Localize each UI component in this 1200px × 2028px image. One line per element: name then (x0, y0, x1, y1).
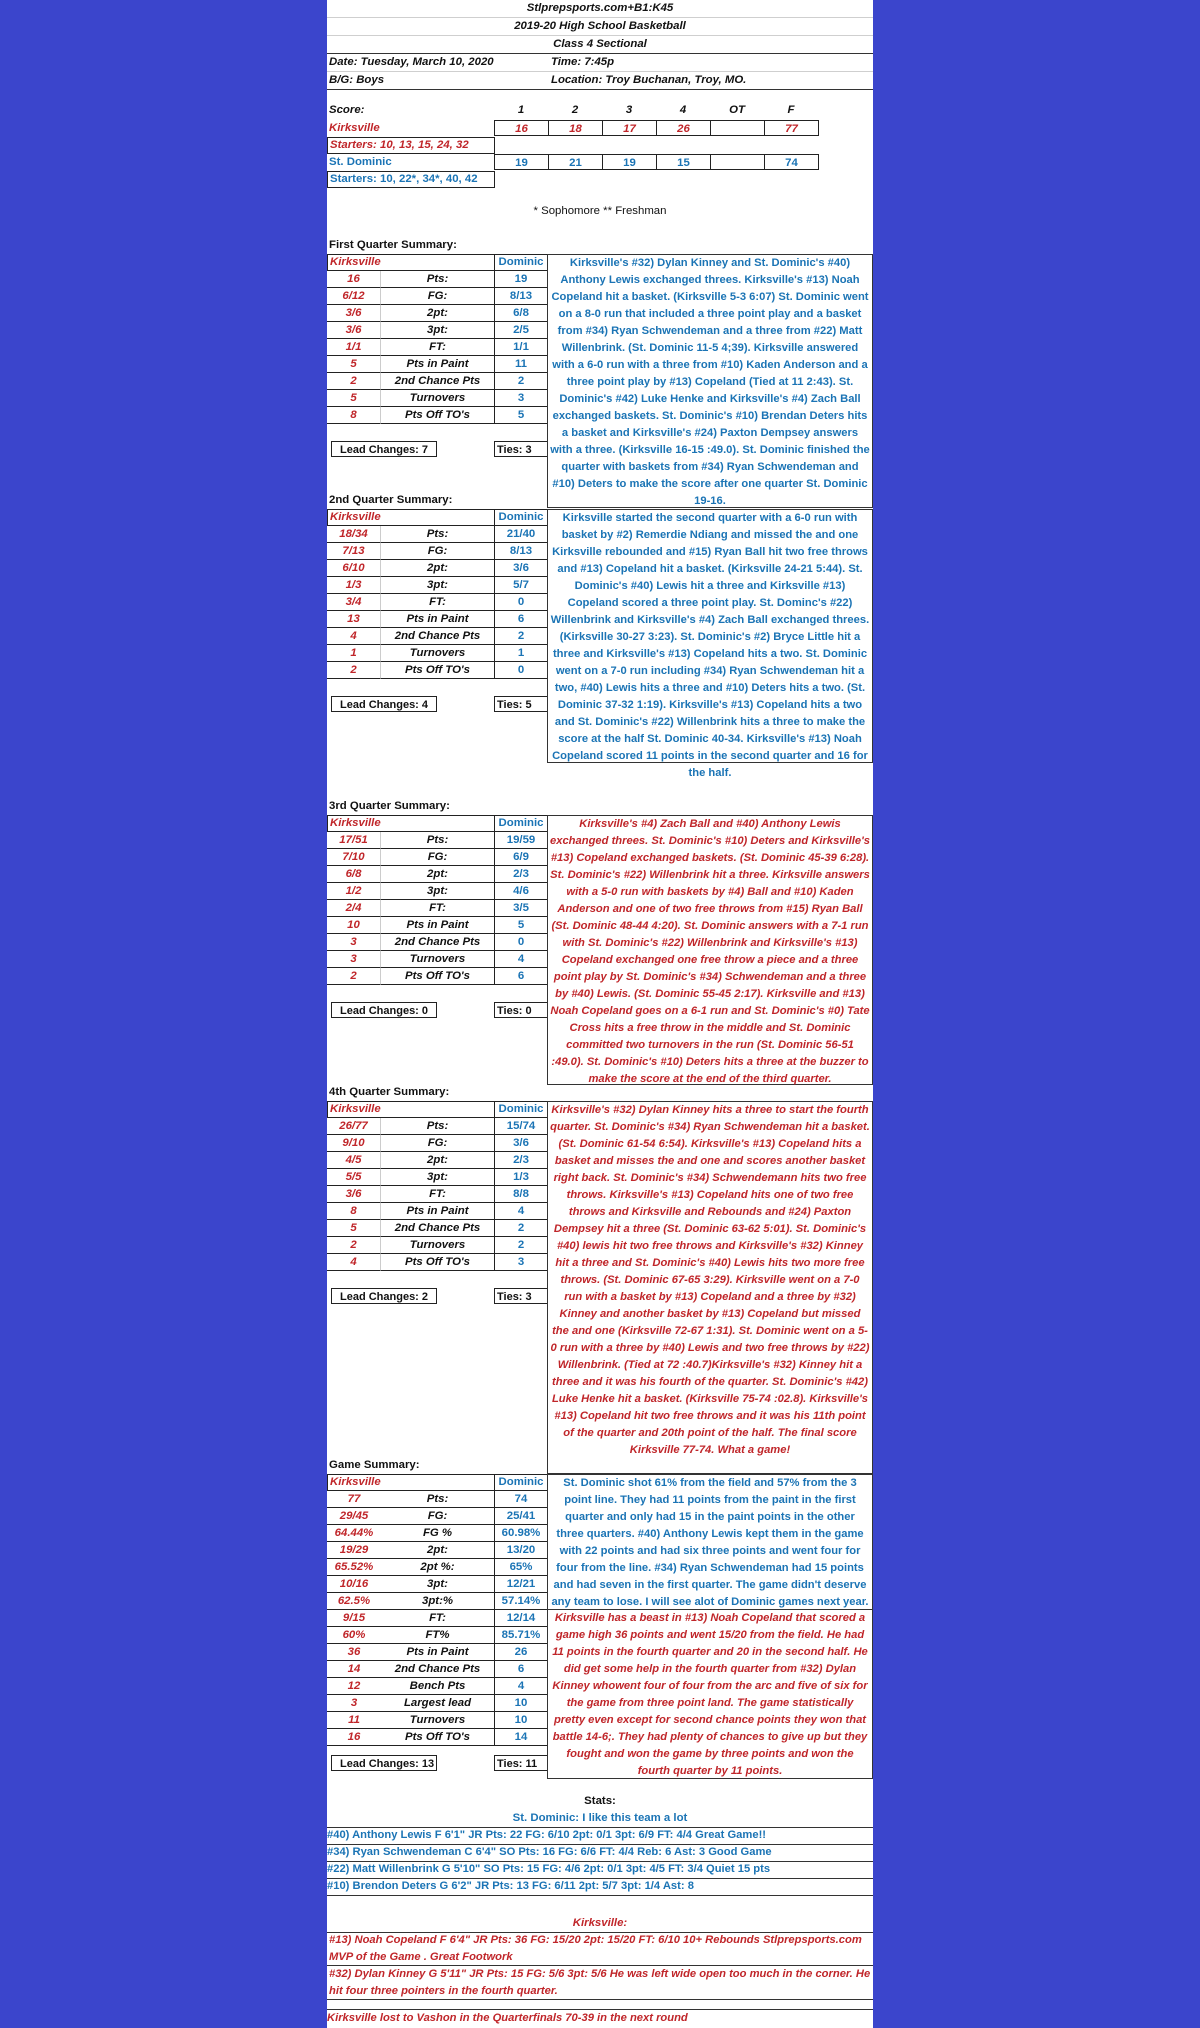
game-narrative-kirksville: Kirksville has a beast in #13) Noah Copeland that scored a game high 36 points and went 15/20 from the field. He had 11 points in the fourth quarter and 20 in the second half. He did get some help in the fourth quarter from #32) Dylan Kinney whowent four of four from the arc and five of six for the game from three point land. The game statistically pretty even except for second chance points they won that battle 14-6;. They had plenty of chances to give up but they fought and won the game by three points and won the fourth quarter by 11 points. (547, 1609, 873, 1779)
score-col-1: 1 (517, 104, 525, 116)
game-ties: Ties: 11 (494, 1755, 548, 1771)
quarter-team-b: Dominic (494, 815, 548, 832)
quarter-row-kirksville: 8 (327, 1203, 381, 1220)
quarter-row-label: Pts: (381, 271, 494, 288)
quarter-row-label: 3pt: (381, 1169, 494, 1186)
quarter-row-kirksville: 4 (327, 1254, 381, 1271)
quarter-row-dominic: 4/6 (494, 883, 548, 900)
game-row-label: FG % (381, 1525, 494, 1542)
game-summary-title: Game Summary: (329, 1459, 420, 1471)
quarter-lead-changes: Lead Changes: 7 (331, 441, 437, 457)
quarter-row-label: 2pt: (381, 1152, 494, 1169)
game-row-label: 3pt: (381, 1576, 494, 1593)
game-row-kirksville: 62.5% (327, 1593, 381, 1610)
quarter-row-kirksville: 4/5 (327, 1152, 381, 1169)
quarter-row-label: FG: (381, 288, 494, 305)
quarter-row-label: FG: (381, 849, 494, 866)
quarter-row-kirksville: 5/5 (327, 1169, 381, 1186)
quarter-row-dominic: 0 (494, 934, 548, 951)
game-row-dominic: 10 (494, 1695, 548, 1712)
quarter-row-kirksville: 9/10 (327, 1135, 381, 1152)
quarter-row-dominic: 2 (494, 628, 548, 645)
quarter-row-kirksville: 3/6 (327, 1186, 381, 1203)
kirksville-player-2: #32) Dylan Kinney G 5'11" JR Pts: 15 FG: 5/6 3pt: 5/6 He was left wide open too much in the corner. He hit four three pointers in the fourth quarter. (327, 1966, 873, 2000)
game-date: Date: Tuesday, March 10, 2020 (329, 56, 494, 68)
kirksville-stats-header: Kirksville: (327, 1915, 873, 1933)
score-col-2: 2 (571, 104, 579, 116)
dominic-name: St. Dominic (329, 156, 392, 168)
quarter-row-label: 3pt: (381, 322, 494, 339)
quarter-row-dominic: 2/3 (494, 1152, 548, 1169)
dominic-stats-header: St. Dominic: I like this team a lot (327, 1810, 873, 1828)
kirksville-ot (710, 120, 765, 136)
quarter-team-a: Kirksville (327, 509, 495, 526)
quarter-row-dominic: 6 (494, 611, 548, 628)
quarter-ties: Ties: 3 (494, 1288, 548, 1304)
game-summary (327, 1457, 873, 1779)
quarter-row-kirksville: 1 (327, 645, 381, 662)
quarter-row-dominic: 11 (494, 356, 548, 373)
game-row-dominic: 6 (494, 1661, 548, 1678)
quarter-row-dominic: 5/7 (494, 577, 548, 594)
quarter-row-kirksville: 3/6 (327, 305, 381, 322)
quarter-row-label: Pts: (381, 1118, 494, 1135)
dominic-q3: 19 (602, 154, 657, 170)
quarter-row-dominic: 8/13 (494, 288, 548, 305)
dominic-q1: 19 (494, 154, 549, 170)
quarter-row-dominic: 3/6 (494, 1135, 548, 1152)
game-row-dominic: 13/20 (494, 1542, 548, 1559)
quarter-row-kirksville: 2 (327, 1237, 381, 1254)
quarter-row-kirksville: 1/1 (327, 339, 381, 356)
quarter-row-label: 2nd Chance Pts (381, 934, 494, 951)
quarter-row-kirksville: 16 (327, 271, 381, 288)
quarter-row-label: Pts: (381, 832, 494, 849)
quarter-row-label: Pts in Paint (381, 1203, 494, 1220)
quarter-row-label: Pts Off TO's (381, 1254, 494, 1271)
game-row-dominic: 14 (494, 1729, 548, 1746)
quarter-narrative: Kirksville started the second quarter with a 6-0 run with basket by #2) Remerdie Ndiang and missed the and one Kirksville rebounded and #15) Ryan Ball hit two free throws and #13) Copeland hit a basket. (Kirksville 24-21 5:44). St. Dominic's #40) Lewis hit a three and Kirksville #13) Copeland scored a three point play. St. Dominc's #22) Willenbrink and Kirksville's #4) Zach Ball exchanged threes. (Kirksville 30-27 3:23). St. Dominic's #2) Bryce Little hit a three and Kirksville's #13) Copeland hits a two. St. Dominic went on a 7-0 run including #34) Ryan Schwendeman hit a two, #40) Lewis hits a three and #10) Deters hits a two. (St. Dominic 37-32 1:19). Kirksville's #13) Copeland hits a two and St. Dominic's #22) Willenbrink hits a three to make the score at the half St. Dominic 40-34. Kirksville's #13) Noah Copeland scored 11 points in the second quarter and 16 for the half. (547, 509, 873, 763)
quarter-row-label: 2nd Chance Pts (381, 628, 494, 645)
quarter-narrative: Kirksville's #32) Dylan Kinney hits a three to start the fourth quarter. St. Dominic's #34) Ryan Schwendeman hit a basket. (St. Dominic 61-54 6:54). Kirksville's #13) Copeland hits a basket and misses the and one and scores another basket right back. St. Dominic's #34) Schwendemann hits two free throws. Kirksville's #13) Copeland hits one of two free throws and Kirksville and Rebounds and #24) Paxton Dempsey hit a three (St. Dominic 63-62 5:01). St. Dominic's #40) lewis hit two free throws and Kirksville's #32) Kinney hit a three and St. Dominic's #40) Lewis hits two more free throws. (St. Dominic 67-65 3:29). Kirksville went on a 7-0 run with a basket by #13) Copeland and a three by #32) Kinney and another basket by #13) Copeland but missed the and one (Kirksville 72-67 1:31). St. Dominic went on a 5-0 run with a three by #40) Lewis and two free throws by #22) Willenbrink. (Tied at 72 :40.7)Kirksville's #32) Kinney hit a three and it was his fourth of the quarter. St. Dominic's #42) Luke Henke hit a basket. (Kirksville 75-74 :02.8). Kirksville's #13) Copeland hit two free throws and it was his 11th point of the quarter and 20th point of the half. The final score Kirksville 77-74. What a game! (547, 1101, 873, 1474)
game-narrative-dominic: St. Dominic shot 61% from the field and 57% from the 3 point line. They had 11 points from the paint in the first quarter and only had 15 in the paint points in the other three quarters. #40) Anthony Lewis kept them in the game with 22 points and had six three points and went four for four from the line. #34) Ryan Schwendeman had 15 points and had seven in the first quarter. The game didn't deserve any team to lose. I will see alot of Dominic games next year. (547, 1474, 873, 1610)
game-row-dominic: 4 (494, 1678, 548, 1695)
quarter-row-dominic: 1 (494, 645, 548, 662)
quarter-lead-changes: Lead Changes: 4 (331, 696, 437, 712)
quarter-team-a: Kirksville (327, 1101, 495, 1118)
quarter-row-kirksville: 1/3 (327, 577, 381, 594)
game-row-dominic: 74 (494, 1491, 548, 1508)
quarter-row-kirksville: 18/34 (327, 526, 381, 543)
quarter-team-b: Dominic (494, 1101, 548, 1118)
game-summary-team-b: Dominic (494, 1474, 548, 1491)
quarter-row-label: Pts in Paint (381, 611, 494, 628)
game-row-dominic: 65% (494, 1559, 548, 1576)
game-row-label: FT: (381, 1610, 494, 1627)
game-row-kirksville: 9/15 (327, 1610, 381, 1627)
quarter-row-dominic: 6/9 (494, 849, 548, 866)
score-col-4: 4 (679, 104, 687, 116)
game-row-label: Pts Off TO's (381, 1729, 494, 1746)
game-row-kirksville: 11 (327, 1712, 381, 1729)
quarter-row-kirksville: 17/51 (327, 832, 381, 849)
player-stats (327, 1793, 873, 2028)
quarter-row-kirksville: 6/8 (327, 866, 381, 883)
quarter-narrative: Kirksville's #32) Dylan Kinney and St. Dominic's #40) Anthony Lewis exchanged threes. Kirksville's #13) Noah Copeland hit a basket. (Kirksville 5-3 6:07) St. Dominic went on a 8-0 run that included a three point play and a basket from #34) Ryan Schwendeman and a three from #22) Matt Willenbrink. (St. Dominic 11-5 4;39). Kirksville answered with a 6-0 run with a three from #10) Kaden Anderson and a three point play by #13) Copeland (Tied at 11 2:43). St. Dominic's #42) Luke Henke and Kirksville's #4) Zach Ball exchanged baskets. St. Dominic's #10) Brendan Deters hits a basket and Kirksville's #24) Paxton Dempsey answers with a three. (Kirksville 16-15 :49.0). St. Dominic finished the quarter with baskets from #34) Ryan Schwendeman and #10) Deters to make the score after one quarter St. Dominic 19-16. (547, 254, 873, 508)
kirksville-starters: Starters: 10, 13, 15, 24, 32 (327, 137, 495, 154)
second-quarter-summary (327, 492, 873, 779)
quarter-row-kirksville: 6/10 (327, 560, 381, 577)
kirksville-name: Kirksville (329, 122, 380, 134)
quarter-row-dominic: 2 (494, 1220, 548, 1237)
game-row-label: Turnovers (381, 1712, 494, 1729)
quarter-row-dominic: 6/8 (494, 305, 548, 322)
quarter-row-dominic: 2/3 (494, 866, 548, 883)
dominic-ot (710, 154, 765, 170)
quarter-narrative: Kirksville's #4) Zach Ball and #40) Anthony Lewis exchanged threes. St. Dominic's #10) Deters and Kirksville's #13) Copeland exchanged baskets. (St. Dominic 45-39 6:28). St. Dominic's #22) Willenbrink hit a three. Kirksville answers with a 5-0 run with baskets by #4) Ball and #10) Kaden Anderson and one of two free throws from #15) Ryan Ball (St. Dominic 48-44 4:20). St. Dominic answers with a 7-1 run with St. Dominic's #22) Willenbrink and Kirksville's #13) Copeland exchanged one free throw a piece and a three point play by St. Dominic's #34) Schwendeman and a three by #40) Lewis. (St. Dominic 55-45 2:17). Kirksville and #13) Noah Copeland goes on a 6-1 run and St. Dominic's #0) Tate Cross hits a free throw in the middle and St. Dominic committed two turnovers in the run (St. Dominic 56-51 :49.0). St. Dominic's #10) Deters hits a three at the buzzer to make the score at the end of the third quarter. (547, 815, 873, 1085)
quarter-row-dominic: 5 (494, 917, 548, 934)
quarter-row-label: FT: (381, 594, 494, 611)
meta-row-2 (327, 72, 873, 90)
quarter-team-a: Kirksville (327, 815, 495, 832)
quarter-row-label: Pts Off TO's (381, 407, 494, 424)
game-row-dominic: 26 (494, 1644, 548, 1661)
quarter-row-kirksville: 5 (327, 1220, 381, 1237)
quarter-row-dominic: 15/74 (494, 1118, 548, 1135)
quarter-row-dominic: 5 (494, 407, 548, 424)
dominic-player-4: #10) Brendon Deters G 6'2" JR Pts: 13 FG: 6/11 2pt: 5/7 3pt: 1/4 Ast: 8 (327, 1878, 873, 1896)
quarter-row-label: Turnovers (381, 1237, 494, 1254)
quarter-row-kirksville: 1/2 (327, 883, 381, 900)
quarter-row-kirksville: 3 (327, 951, 381, 968)
game-row-kirksville: 65.52% (327, 1559, 381, 1576)
quarter-row-kirksville: 3/4 (327, 594, 381, 611)
game-gender: B/G: Boys (329, 74, 385, 86)
score-label: Score: (329, 104, 365, 116)
quarter-row-label: 2pt: (381, 560, 494, 577)
game-row-dominic: 25/41 (494, 1508, 548, 1525)
quarter-row-kirksville: 2 (327, 968, 381, 985)
kirksville-q1: 16 (494, 120, 549, 136)
quarter-row-dominic: 8/8 (494, 1186, 548, 1203)
kirksville-q3: 17 (602, 120, 657, 136)
fourth-quarter-summary (327, 1084, 873, 1474)
game-row-dominic: 10 (494, 1712, 548, 1729)
quarter-row-label: Pts Off TO's (381, 662, 494, 679)
kirksville-q4: 26 (656, 120, 711, 136)
meta-row-1 (327, 54, 873, 72)
quarter-row-label: 3pt: (381, 577, 494, 594)
quarter-row-dominic: 1/1 (494, 339, 548, 356)
game-row-kirksville: 14 (327, 1661, 381, 1678)
dominic-player-2: #34) Ryan Schwendeman C 6'4" SO Pts: 16 FG: 6/6 FT: 4/4 Reb: 6 Ast: 3 Good Game (327, 1844, 873, 1862)
dominic-starters: Starters: 10, 22*, 34*, 40, 42 (327, 171, 495, 188)
game-row-dominic: 12/21 (494, 1576, 548, 1593)
quarter-row-kirksville: 5 (327, 390, 381, 407)
quarter-row-label: 2pt: (381, 305, 494, 322)
quarter-title: First Quarter Summary: (329, 239, 457, 251)
game-row-kirksville: 29/45 (327, 1508, 381, 1525)
quarter-row-label: Pts in Paint (381, 356, 494, 373)
quarter-row-label: FT: (381, 900, 494, 917)
site-title: Stlprepsports.com+B1:K45 (327, 0, 873, 18)
quarter-row-dominic: 3 (494, 1254, 548, 1271)
quarter-row-kirksville: 26/77 (327, 1118, 381, 1135)
quarter-row-kirksville: 5 (327, 356, 381, 373)
quarter-ties: Ties: 5 (494, 696, 548, 712)
quarter-row-label: FT: (381, 1186, 494, 1203)
kirksville-q2: 18 (548, 120, 603, 136)
game-row-dominic: 85.71% (494, 1627, 548, 1644)
game-row-kirksville: 36 (327, 1644, 381, 1661)
dominic-player-3: #22) Matt Willenbrink G 5'10" SO Pts: 15 FG: 4/6 2pt: 0/1 3pt: 4/5 FT: 3/4 Quiet 15 pts (327, 1861, 873, 1879)
quarter-row-label: Pts in Paint (381, 917, 494, 934)
dominic-q2: 21 (548, 154, 603, 170)
quarter-row-kirksville: 13 (327, 611, 381, 628)
third-quarter-summary (327, 798, 873, 1085)
quarter-row-label: 2nd Chance Pts (381, 373, 494, 390)
quarter-team-b: Dominic (494, 509, 548, 526)
game-lead-changes: Lead Changes: 13 (331, 1755, 437, 1771)
game-row-dominic: 12/14 (494, 1610, 548, 1627)
quarter-row-dominic: 4 (494, 1203, 548, 1220)
quarter-row-label: Turnovers (381, 951, 494, 968)
quarter-row-dominic: 1/3 (494, 1169, 548, 1186)
score-col-ot: OT (729, 104, 745, 116)
quarter-row-kirksville: 7/13 (327, 543, 381, 560)
kirksville-final: 77 (764, 120, 819, 136)
game-row-kirksville: 60% (327, 1627, 381, 1644)
quarter-row-kirksville: 2 (327, 662, 381, 679)
game-row-kirksville: 16 (327, 1729, 381, 1746)
quarter-row-kirksville: 3/6 (327, 322, 381, 339)
quarter-row-label: FT: (381, 339, 494, 356)
quarter-row-label: 2pt: (381, 866, 494, 883)
dominic-q4: 15 (656, 154, 711, 170)
stats-title: Stats: (584, 1795, 616, 1807)
scoresheet (327, 0, 873, 2028)
class-footnote: * Sophomore ** Freshman (533, 205, 667, 217)
quarter-row-kirksville: 6/12 (327, 288, 381, 305)
game-row-label: Pts in Paint (381, 1644, 494, 1661)
score-col-3: 3 (625, 104, 633, 116)
quarter-row-dominic: 3/6 (494, 560, 548, 577)
quarter-row-dominic: 3 (494, 390, 548, 407)
first-quarter-summary (327, 237, 873, 508)
score-box (327, 102, 873, 220)
quarter-row-dominic: 0 (494, 662, 548, 679)
quarter-row-label: Turnovers (381, 390, 494, 407)
quarter-row-dominic: 19/59 (494, 832, 548, 849)
game-row-label: Largest lead (381, 1695, 494, 1712)
quarter-row-kirksville: 3 (327, 934, 381, 951)
game-row-label: FT% (381, 1627, 494, 1644)
game-time: Time: 7:45p (551, 56, 615, 68)
game-row-kirksville: 19/29 (327, 1542, 381, 1559)
quarter-row-dominic: 0 (494, 594, 548, 611)
quarter-title: 4th Quarter Summary: (329, 1086, 450, 1098)
quarter-row-dominic: 19 (494, 271, 548, 288)
quarter-row-dominic: 21/40 (494, 526, 548, 543)
quarter-row-label: FG: (381, 543, 494, 560)
game-row-label: Bench Pts (381, 1678, 494, 1695)
quarter-row-dominic: 3/5 (494, 900, 548, 917)
event-title: Class 4 Sectional (327, 36, 873, 54)
game-row-label: 2pt: (381, 1542, 494, 1559)
quarter-row-dominic: 4 (494, 951, 548, 968)
quarter-row-dominic: 2 (494, 1237, 548, 1254)
quarter-row-kirksville: 4 (327, 628, 381, 645)
quarter-lead-changes: Lead Changes: 2 (331, 1288, 437, 1304)
quarter-row-kirksville: 2 (327, 373, 381, 390)
quarter-lead-changes: Lead Changes: 0 (331, 1002, 437, 1018)
quarter-row-label: FG: (381, 1135, 494, 1152)
game-row-dominic: 57.14% (494, 1593, 548, 1610)
quarter-team-a: Kirksville (327, 254, 495, 271)
quarter-row-label: Pts Off TO's (381, 968, 494, 985)
stats-footer: Kirksville lost to Vashon in the Quarterfinals 70-39 in the next round (327, 2009, 873, 2027)
game-row-kirksville: 10/16 (327, 1576, 381, 1593)
quarter-row-kirksville: 10 (327, 917, 381, 934)
quarter-row-label: 3pt: (381, 883, 494, 900)
game-row-kirksville: 64.44% (327, 1525, 381, 1542)
quarter-row-dominic: 6 (494, 968, 548, 985)
quarter-row-dominic: 2 (494, 373, 548, 390)
game-location: Location: Troy Buchanan, Troy, MO. (551, 74, 747, 86)
game-row-label: 2pt %: (381, 1559, 494, 1576)
quarter-team-b: Dominic (494, 254, 548, 271)
game-row-label: Pts: (381, 1491, 494, 1508)
game-row-kirksville: 12 (327, 1678, 381, 1695)
game-summary-team-a: Kirksville (327, 1474, 495, 1491)
game-row-label: 2nd Chance Pts (381, 1661, 494, 1678)
quarter-row-kirksville: 8 (327, 407, 381, 424)
quarter-row-dominic: 2/5 (494, 322, 548, 339)
quarter-row-label: Turnovers (381, 645, 494, 662)
quarter-row-label: 2nd Chance Pts (381, 1220, 494, 1237)
quarter-row-kirksville: 2/4 (327, 900, 381, 917)
quarter-title: 3rd Quarter Summary: (329, 800, 450, 812)
quarter-ties: Ties: 3 (494, 441, 548, 457)
quarter-ties: Ties: 0 (494, 1002, 548, 1018)
dominic-player-1: #40) Anthony Lewis F 6'1" JR Pts: 22 FG: 6/10 2pt: 0/1 3pt: 6/9 FT: 4/4 Great Game!! (327, 1827, 873, 1845)
score-col-final: F (787, 104, 795, 116)
game-row-label: FG: (381, 1508, 494, 1525)
game-row-kirksville: 3 (327, 1695, 381, 1712)
quarter-row-dominic: 8/13 (494, 543, 548, 560)
dominic-final: 74 (764, 154, 819, 170)
game-row-kirksville: 77 (327, 1491, 381, 1508)
quarter-row-label: Pts: (381, 526, 494, 543)
game-row-label: 3pt:% (381, 1593, 494, 1610)
quarter-title: 2nd Quarter Summary: (329, 494, 453, 506)
game-row-dominic: 60.98% (494, 1525, 548, 1542)
kirksville-player-1: #13) Noah Copeland F 6'4" JR Pts: 36 FG: 15/20 2pt: 15/20 FT: 6/10 10+ Rebounds Stlprepsports.com MVP of the Game . Great Footwork (327, 1932, 873, 1966)
quarter-row-kirksville: 7/10 (327, 849, 381, 866)
season-title: 2019-20 High School Basketball (327, 18, 873, 36)
